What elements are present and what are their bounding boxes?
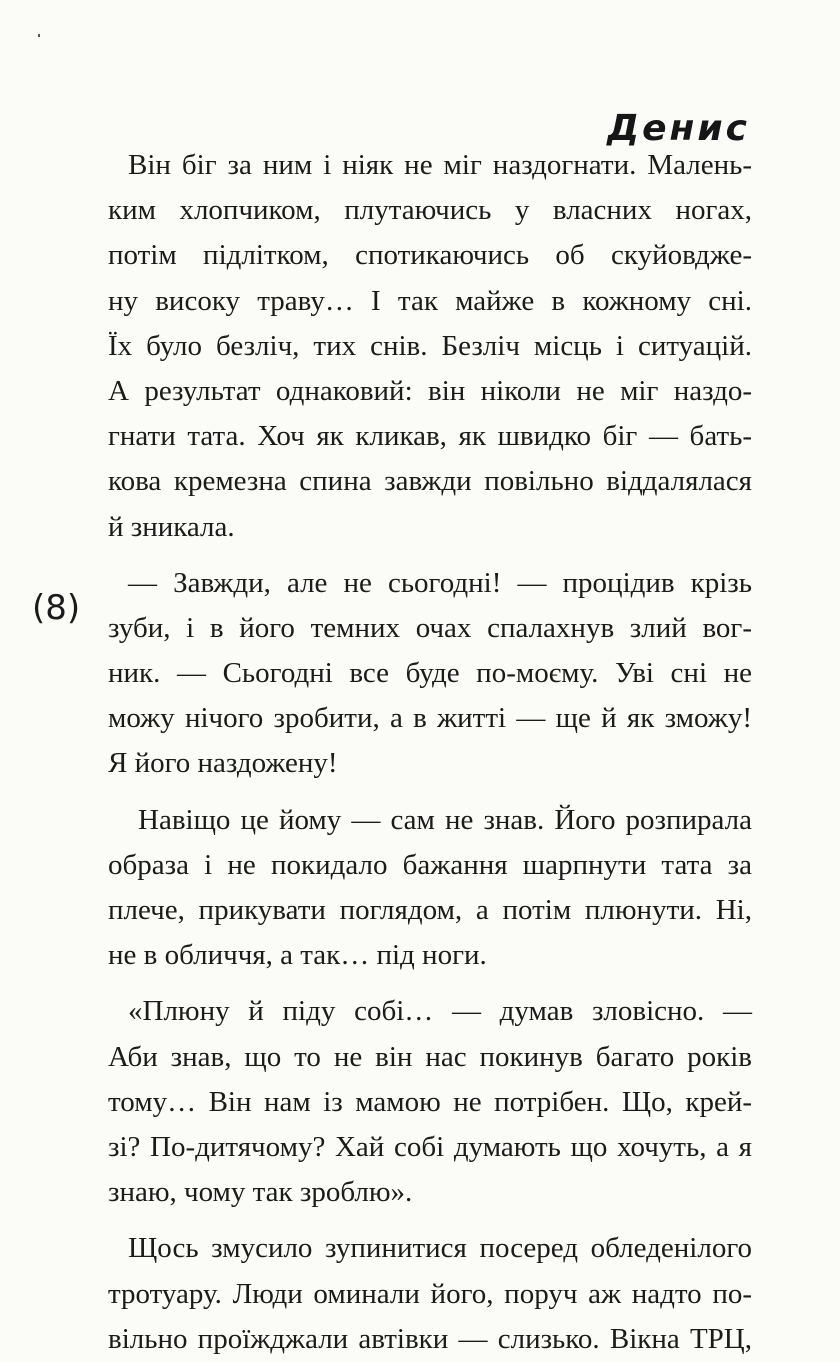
text-line: ник. — Сьогодні все буде по-моєму. Уві сні не — [108, 657, 752, 690]
text-line: А результат однаковий: він ніколи не міг наздо- — [108, 374, 752, 407]
text-line: потім підлітком, спотикаючись об скуйовдже- — [108, 239, 752, 272]
text-line: Він біг за ним і ніяк не міг наздогнати. Малень- — [128, 149, 752, 181]
text-line: Навіщо це йому — сам не знав. Його розпирала — [138, 803, 752, 836]
text-line: зі? По-дитячому? Хай собі думають що хочуть, а я — [108, 1130, 752, 1163]
text-line: можу нічого зробити, а в житті — ще й як зможу! — [108, 702, 752, 735]
text-line: образа і не покидало бажання шарпнути тата за — [108, 848, 752, 881]
text-line: — Завжди, але не сьогодні! — процідив крізь — [128, 566, 752, 599]
text-line: Їх було безліч, тих снів. Безліч місць і ситуацій. — [108, 329, 752, 362]
text-line: Аби знав, що то не він нас покинув багато років — [108, 1040, 752, 1073]
text-line: тому… Він нам із мамою не потрібен. Що, крей- — [108, 1085, 752, 1118]
text-line: «Плюну й піду собі… — думав зловісно. — — [128, 995, 752, 1028]
text-line: гнати тата. Хоч як кликав, як швидко біг — бать- — [108, 420, 752, 453]
text-line: ну високу траву… І так майже в кожному сні. — [108, 284, 752, 317]
page-number: (8) — [32, 588, 81, 628]
body-text — [108, 143, 752, 1362]
text-line: Я його наздожену! — [108, 747, 338, 780]
text-line: плече, прикувати поглядом, а потім плюнути. Ні, — [108, 894, 752, 926]
text-line: тротуару. Люди оминали його, поруч аж надто по- — [108, 1277, 752, 1310]
text-line: кова кремезна спина завжди повільно віддалялася — [108, 465, 752, 498]
text-line: вільно проїжджали автівки — слизько. Вікна ТРЦ, — [108, 1322, 752, 1355]
text-line: ким хлопчиком, плутаючись у власних ногах, — [108, 194, 752, 227]
chapter-title: Денис — [607, 108, 750, 149]
text-line: й зникала. — [108, 510, 235, 543]
scan-mark — [38, 34, 40, 37]
text-line: не в обличчя, а так… під ноги. — [108, 939, 487, 972]
text-line: Щось змусило зупинитися посеред обледенілого — [128, 1232, 752, 1265]
text-line: знаю, чому так зроблю». — [108, 1176, 413, 1209]
text-line: зуби, і в його темних очах спалахнув злий вог- — [108, 611, 752, 644]
